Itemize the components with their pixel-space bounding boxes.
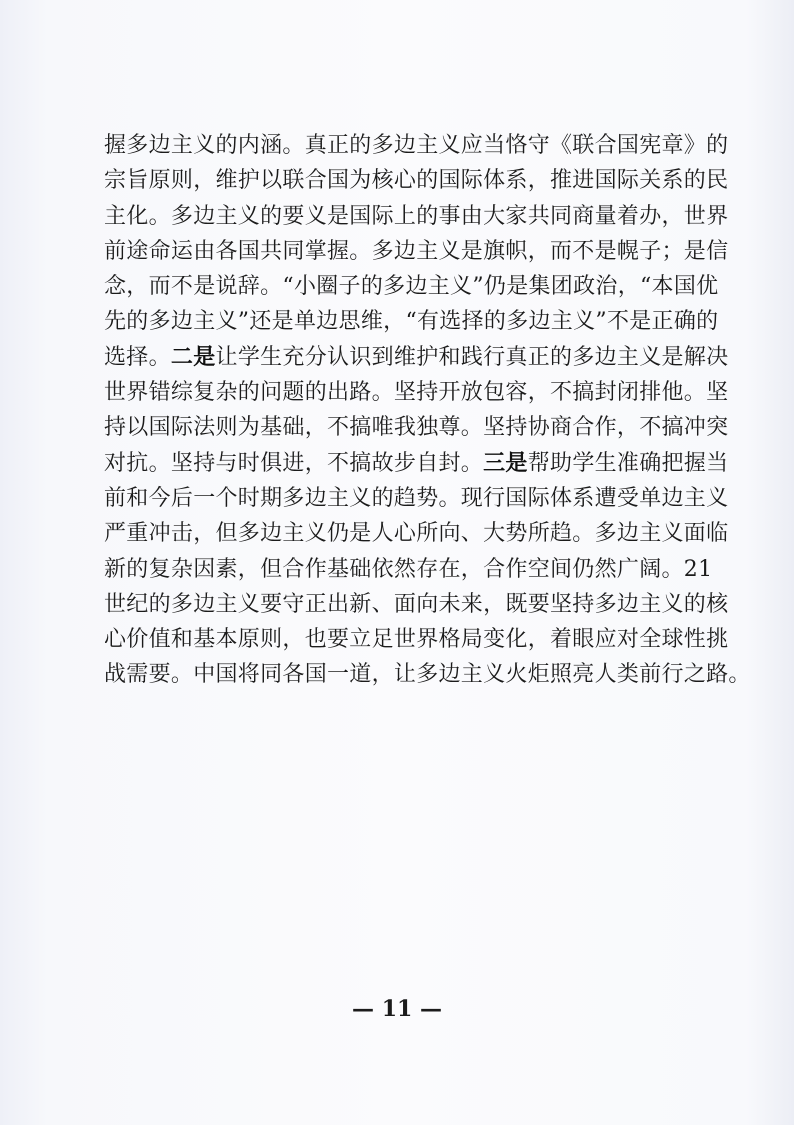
text-line: 宗旨原则，维护以联合国为核心的国际体系，推进国际关系的民 [104,168,729,194]
text-line: 握多边主义的内涵。真正的多边主义应当恪守《联合国宪章》的 [104,133,729,158]
text-line: 前途命运由各国共同掌握。多边主义是旗帜，而不是幌子；是信 [104,238,729,264]
text-line: 先的多边主义”还是单边思维，“有选择的多边主义”不是正确的 [104,309,719,335]
text-line: 战需要。中国将同各国一道，让多边主义火炬照亮人类前行之路。 [104,662,751,688]
text-line: 世纪的多边主义要守正出新、面向未来，既要坚持多边主义的核 [104,591,729,617]
text-line: 前和今后一个时期多边主义的趋势。现行国际体系遭受单边主义 [104,485,729,511]
page-number: — 11 — [352,996,442,1022]
text-line: 严重冲击，但多边主义仍是人心所向、大势所趋。多边主义面临 [104,521,729,547]
text-line: 新的复杂因素，但合作基础依然存在，合作空间仍然广阔。21 [104,556,713,582]
text-line: 念，而不是说辞。“小圈子的多边主义”仍是集团政治，“本国优 [104,274,719,300]
text-line: 心价值和基本原则，也要立足世界格局变化，着眼应对全球性挑 [104,627,729,653]
text-line: 持以国际法则为基础，不搞唯我独尊。坚持协商合作，不搞冲突 [104,415,729,441]
text-line: 选择。二是让学生充分认识到维护和践行真正的多边主义是解决 [104,344,729,370]
text-line: 主化。多边主义的要义是国际上的事由大家共同商量着办，世界 [104,203,729,229]
text-line: 世界错综复杂的问题的出路。坚持开放包容，不搞封闭排他。坚 [104,380,729,406]
text-line: 对抗。坚持与时俱进，不搞故步自封。三是帮助学生准确把握当 [104,450,729,476]
body-paragraph [104,128,751,693]
emphasis-second-point: 二是 [170,344,216,370]
emphasis-third-point: 三是 [483,450,528,476]
